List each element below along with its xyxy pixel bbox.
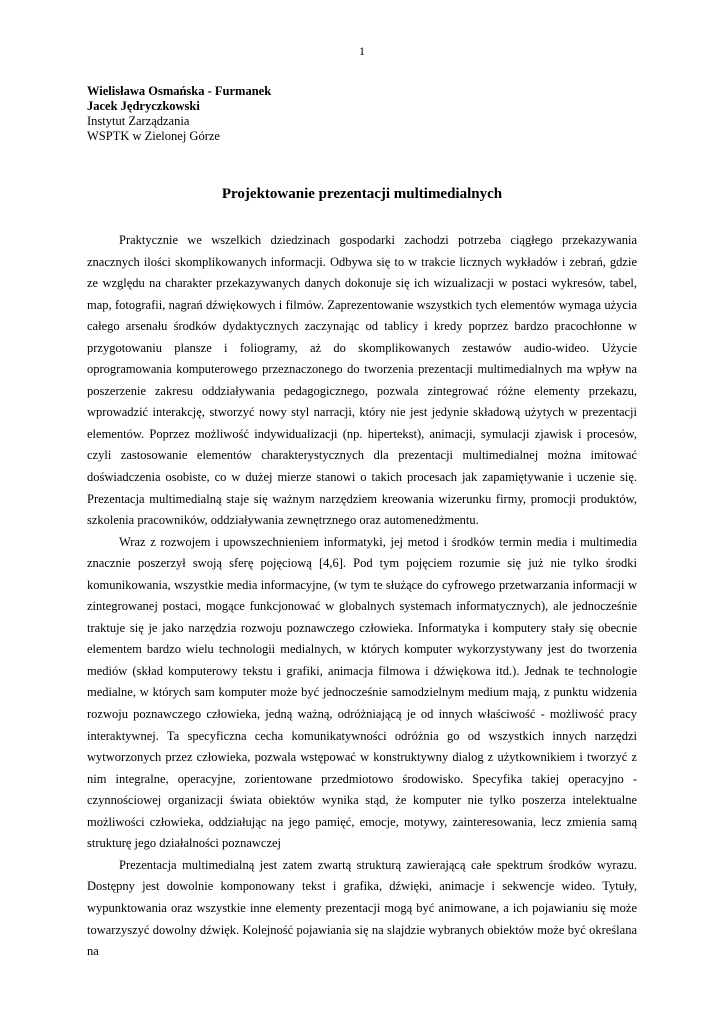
author-name-1: Wielisława Osmańska - Furmanek (87, 84, 272, 98)
paragraph-1: Praktycznie we wszelkich dziedzinach gospodarki zachodzi potrzeba ciągłego przekazywania znacznych ilości skomplikowanych informacji. Odbywa się to w trakcie licznych wykładów i zebrań, gdzie ze względu na charakter przekazywanych danych dokonuje się ich wizualizacji w postaci wykresów, tabel, map, fotografii, nagrań dźwiękowych i filmów. Zaprezentowanie wszystkich tych elementów wymaga użycia całego arsenału środków dydaktycznych zaczynając od tablicy i kredy poprzez bardzo pracochłonne w przygotowaniu plansze i foliogramy, aż do skomplikowanych zestawów audio-wideo. Użycie oprogramowania komputerowego przeznaczonego do tworzenia prezentacji multimedialnych ma wpływ na poszerzenie zakresu oddziaływania pedagogicznego, pozwala zintegrować różne elementy przekazu, wprowadzić interakcję, stworzyć nowy styl narracji, który nie jest jedynie składową użytych w prezentacji elementów. Poprzez możliwość indywidualizacji (np. hipertekst), animacji, symulacji zjawisk i procesów, czyli zastosowanie elementów charakterystycznych dla prezentacji multimedialnej można imitować doświadczenia osobiste, co w dużej mierze stanowi o takich procesach jak zapamiętywanie i uczenie się. Prezentacja multimedialną staje się ważnym narzędziem kreowania wizerunku firmy, promocji produktów, szkolenia pracowników, oddziaływania zewnętrznego oraz automenedżmentu. (87, 233, 637, 528)
paragraph-3: Prezentacja multimedialną jest zatem zwartą strukturą zawierającą całe spektrum środków wyrazu. Dostępny jest dowolnie komponowany tekst i grafika, dźwięki, animacje i sekwencje wideo. Tytuły, wypunktowania oraz wszystkie inne elementy prezentacji mogą być animowane, a ich pojawianiu się może towarzyszyć dowolny dźwięk. Kolejność pojawiania się na slajdzie wybranych obiektów może być określana na (87, 857, 637, 959)
body-text (87, 230, 637, 963)
author-block (87, 84, 647, 144)
paper-title: Projektowanie prezentacji multimedialnych (221, 186, 503, 202)
author-name-2: Jacek Jędryczkowski (87, 99, 200, 113)
page-number: 1 (359, 44, 365, 58)
paragraph-2: Wraz z rozwojem i upowszechnieniem informatyki, jej metod i środków termin media i multimedia znacznie poszerzył swoją sferę pojęciową [4,6]. Pod tym pojęciem rozumie się już nie tylko środki komunikowania, wszystkie media informacyjne, (w tym te służące do cyfrowego przetwarzania informacji w zintegrowanej postaci, mogące funkcjonować w globalnych systemach informatycznych), ale jednocześnie traktuje się je jako narzędzia rozwoju poznawczego człowieka. Informatyka i komputery stały się obecnie elementem bardzo wielu technologii medialnych, w których komputer wykorzystywany jest do tworzenia mediów (skład komputerowy tekstu i grafiki, animacja filmowa i dźwiękowa itd.). Jednak te technologie medialne, w których sam komputer może być jednocześnie samodzielnym medium mają, z punktu widzenia rozwoju poznawczego człowieka, jedną ważną, odróżniającą je od innych właściwość - możliwość pracy interaktywnej. Ta specyficzna cecha komunikatywności odróżnia go od wszystkich innych narzędzi wytworzonych przez człowieka, pozwala wstępować w konstruktywny dialog z użytkownikiem i tworzyć z nim integralne, operacyjne, zorientowane przedmiotowo środowisko. Specyfika takiej operacyjno - czynnościowej organizacji świata obiektów wynika stąd, że komputer nie tylko poszerza intelektualne możliwości człowieka, oddziałując na jego pamięć, emocje, motywy, zainteresowania, lecz zmienia samą strukturę jego działalności poznawczej (87, 534, 637, 851)
author-institute: Instytut Zarządzania (87, 114, 190, 128)
author-school: WSPTK w Zielonej Górze (87, 129, 220, 143)
